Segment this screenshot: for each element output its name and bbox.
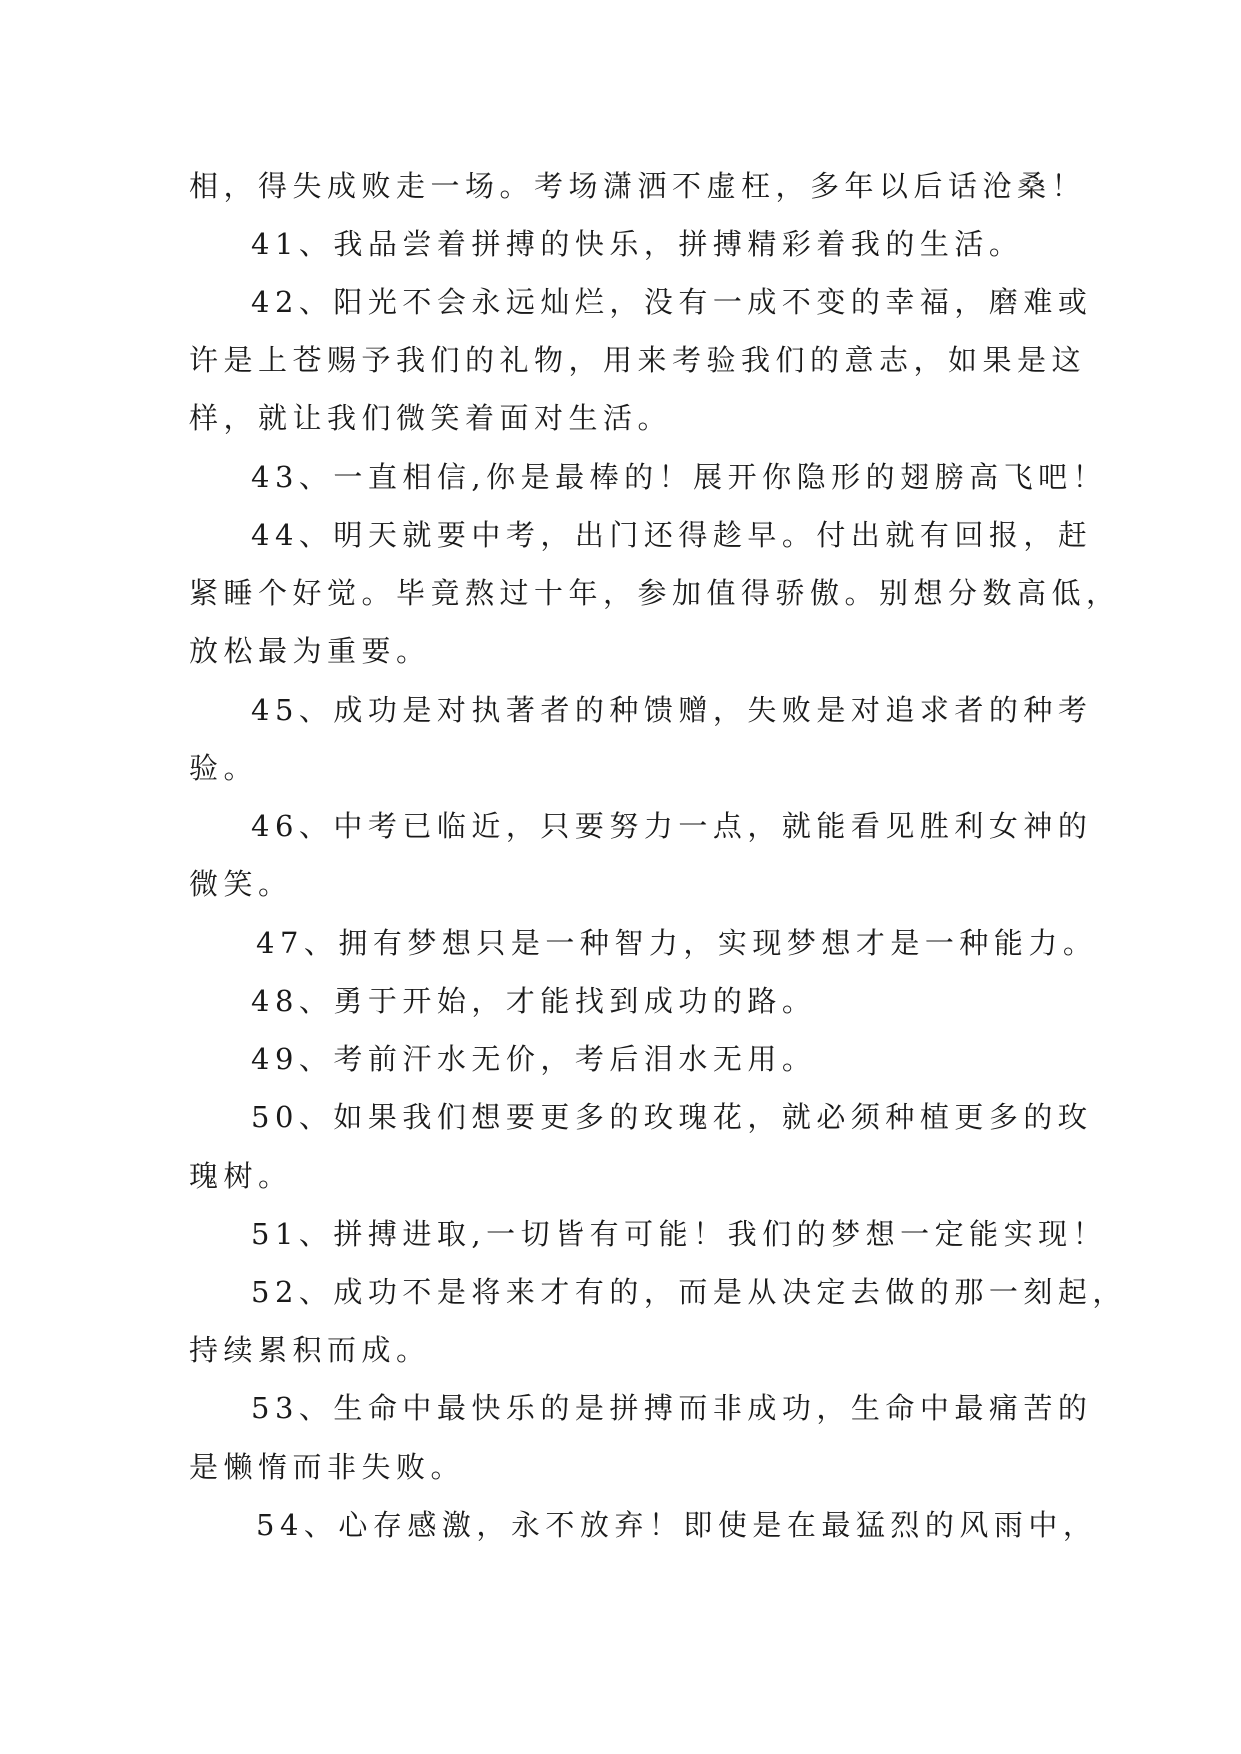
text-line-3: 42、阳光不会永远灿烂，没有一成不变的幸福，磨难或	[251, 285, 1093, 319]
text-line-18: 瑰树。	[189, 1159, 293, 1193]
text-line-11: 验。	[189, 751, 259, 785]
text-line-2: 41、我品尝着拼搏的快乐，拼搏精彩着我的生活。	[251, 227, 1024, 261]
text-line-22: 53、生命中最快乐的是拼搏而非成功，生命中最痛苦的	[251, 1391, 1093, 1425]
text-line-23: 是懒惰而非失败。	[189, 1450, 466, 1484]
text-line-21: 持续累积而成。	[189, 1333, 431, 1367]
text-line-4: 许是上苍赐予我们的礼物，用来考验我们的意志，如果是这	[189, 343, 1087, 377]
text-line-20: 52、成功不是将来才有的，而是从决定去做的那一刻起，	[251, 1275, 1127, 1309]
text-line-6: 43、一直相信,你是最棒的！展开你隐形的翅膀高飞吧！	[251, 460, 1108, 494]
text-line-24: 54、心存感激，永不放弃！即使是在最猛烈的风雨中，	[256, 1508, 1098, 1542]
text-line-8: 紧睡个好觉。毕竟熬过十年，参加值得骄傲。别想分数高低，	[189, 576, 1121, 610]
text-line-7: 44、明天就要中考，出门还得趁早。付出就有回报，赶	[251, 518, 1093, 552]
text-line-15: 48、勇于开始，才能找到成功的路。	[251, 984, 817, 1018]
text-line-5: 样，就让我们微笑着面对生活。	[189, 401, 673, 435]
text-line-9: 放松最为重要。	[189, 634, 431, 668]
text-line-10: 45、成功是对执著者的种馈赠，失败是对追求者的种考	[251, 693, 1093, 727]
text-line-17: 50、如果我们想要更多的玫瑰花，就必须种植更多的玫	[251, 1100, 1093, 1134]
text-line-13: 微笑。	[189, 867, 293, 901]
text-line-1: 相，得失成败走一场。考场潇洒不虚枉，多年以后话沧桑！	[189, 169, 1087, 203]
text-line-12: 46、中考已临近，只要努力一点，就能看见胜利女神的	[251, 809, 1093, 843]
text-line-16: 49、考前汗水无价，考后泪水无用。	[251, 1042, 817, 1076]
text-line-14: 47、拥有梦想只是一种智力，实现梦想才是一种能力。	[256, 926, 1098, 960]
text-line-19: 51、拼搏进取,一切皆有可能！我们的梦想一定能实现！	[251, 1217, 1108, 1251]
